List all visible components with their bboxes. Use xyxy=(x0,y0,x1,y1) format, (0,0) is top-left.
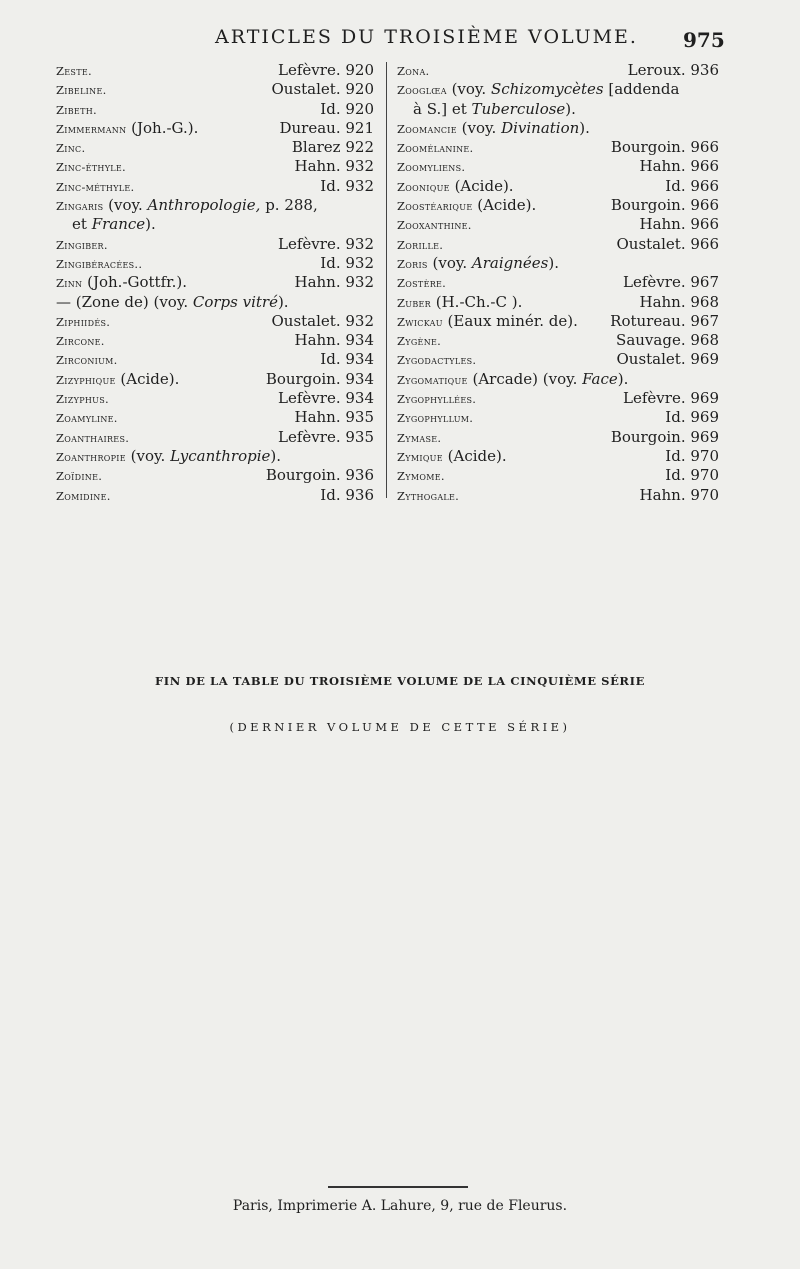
index-entry xyxy=(56,486,374,505)
page-number: 975 xyxy=(683,28,725,52)
index-entry xyxy=(397,312,719,331)
entry-headword: Zibeth. xyxy=(56,102,97,117)
entry-headword: Zimmermann xyxy=(56,121,127,136)
entry-headword: Zoomélanine. xyxy=(397,141,474,156)
entry-author-page: Bourgoin. 936 xyxy=(265,466,374,485)
entry-crossref: Schizomycètes xyxy=(490,80,604,99)
index-entry xyxy=(397,177,719,196)
entry-term xyxy=(397,157,465,177)
entry-author-page: Lefèvre. 935 xyxy=(278,427,374,446)
entry-crossref: Araignées xyxy=(471,253,549,272)
entry-headword: Ziphiidés. xyxy=(56,314,111,329)
entry-author-page: Sauvage. 968 xyxy=(616,331,719,350)
entry-headword: Zygophyllées. xyxy=(397,392,477,407)
entry-crossref: Corps vitré xyxy=(192,292,278,311)
entry-headword: Zirconium. xyxy=(56,353,118,368)
index-entry xyxy=(397,408,719,427)
index-entry xyxy=(56,273,374,292)
entry-term xyxy=(56,235,108,255)
entry-term xyxy=(397,389,476,409)
entry-author-page: Blarez 922 xyxy=(291,138,374,157)
index-entry xyxy=(56,196,374,215)
entry-author-page: Hahn. 932 xyxy=(294,157,374,176)
entry-author-page: Id. 970 xyxy=(665,446,719,465)
entry-term xyxy=(397,408,473,428)
index-entry xyxy=(397,447,719,466)
entry-term xyxy=(397,447,507,467)
entry-text-tail: ). xyxy=(565,99,576,118)
entry-text: (Acide). xyxy=(472,196,537,215)
entry-text-tail: ). xyxy=(145,215,156,234)
index-entry xyxy=(397,119,719,138)
entry-author-page: Rotureau. 967 xyxy=(610,311,719,330)
index-entry xyxy=(397,293,719,312)
index-entry xyxy=(56,138,374,157)
index-entry xyxy=(56,61,374,80)
running-header-title: ARTICLES DU TROISIÈME VOLUME. xyxy=(215,26,638,48)
entry-text: (H.-Ch.-C ). xyxy=(430,292,523,311)
printer-imprint: Paris, Imprimerie A. Lahure, 9, rue de Fleurus. xyxy=(232,1198,568,1214)
index-entry xyxy=(397,235,719,254)
entry-term xyxy=(397,293,522,313)
entry-term xyxy=(56,157,126,177)
entry-term xyxy=(56,466,102,486)
index-entry xyxy=(56,235,374,254)
entry-text: (Acide). xyxy=(115,369,180,388)
entry-author-page: Id. 966 xyxy=(665,176,719,195)
entry-headword: Zoanthaires. xyxy=(56,430,130,445)
entry-term xyxy=(56,447,281,467)
entry-author-page: Lefèvre. 920 xyxy=(278,61,374,79)
index-entry xyxy=(56,80,374,99)
entry-term xyxy=(56,61,92,81)
entry-author-page: Hahn. 968 xyxy=(639,292,719,311)
entry-text: et xyxy=(72,215,92,234)
entry-term xyxy=(397,138,473,158)
entry-term xyxy=(56,408,118,428)
entry-headword: Zymase. xyxy=(397,430,442,445)
column-divider xyxy=(386,62,387,498)
entry-term xyxy=(397,428,441,448)
entry-term xyxy=(56,312,110,332)
entry-crossref: Lycanthropie xyxy=(170,446,271,465)
entry-text: (Joh.-G.). xyxy=(126,118,199,137)
entry-headword: Zomidine. xyxy=(56,488,111,503)
entry-crossref: Anthropologie, xyxy=(147,196,261,215)
index-entry xyxy=(56,331,374,350)
entry-headword: Zoostéarique xyxy=(397,199,473,214)
entry-term xyxy=(397,177,514,197)
entry-term xyxy=(56,196,318,216)
entry-headword: Zinc-méthyle. xyxy=(56,179,135,194)
entry-term xyxy=(397,350,476,370)
entry-text: (Acide). xyxy=(442,446,507,465)
index-entry xyxy=(56,119,374,138)
index-entry xyxy=(397,254,719,273)
entry-author-page: Id. 970 xyxy=(665,466,719,485)
entry-text-tail: ). xyxy=(617,369,629,388)
entry-text: (Arcade) (voy. xyxy=(467,369,583,388)
entry-author-page: Id. 932 xyxy=(320,176,374,195)
entry-author-page: Hahn. 970 xyxy=(639,485,719,504)
entry-author-page: Id. 934 xyxy=(320,350,374,369)
entry-headword: Zygomatique xyxy=(397,372,468,387)
entry-headword: Zygène. xyxy=(397,334,442,349)
entry-term xyxy=(56,389,109,409)
entry-author-page: Hahn. 966 xyxy=(639,215,719,234)
entry-headword: Zinn xyxy=(56,276,83,291)
entry-headword: Zoamyline. xyxy=(56,411,118,426)
index-entry xyxy=(397,350,719,369)
index-entry xyxy=(397,61,719,80)
entry-author-page: Oustalet. 932 xyxy=(271,311,374,330)
index-entry xyxy=(397,466,719,485)
entry-headword: Zingibéracées.. xyxy=(56,256,143,271)
index-entry xyxy=(397,138,719,157)
entry-text: (voy. xyxy=(125,446,171,465)
entry-term xyxy=(72,215,156,234)
entry-term xyxy=(56,138,85,158)
entry-author-page: Lefèvre. 932 xyxy=(278,234,374,253)
index-entry xyxy=(56,312,374,331)
index-entry xyxy=(397,80,719,99)
index-entry xyxy=(56,350,374,369)
entry-term xyxy=(397,466,445,486)
entry-crossref: Face xyxy=(582,369,618,388)
entry-author-page: Dureau. 921 xyxy=(279,118,374,137)
index-entry xyxy=(56,177,374,196)
entry-term xyxy=(413,100,576,119)
entry-text-tail: ). xyxy=(277,292,289,311)
entry-term xyxy=(397,80,679,100)
entry-term xyxy=(397,119,590,139)
entry-term xyxy=(56,254,142,274)
index-entry xyxy=(56,254,374,273)
entry-term xyxy=(397,196,536,216)
entry-term xyxy=(56,273,187,293)
entry-crossref: Tuberculose xyxy=(471,99,566,118)
entry-author-page: Hahn. 966 xyxy=(639,157,719,176)
entry-term xyxy=(56,370,179,390)
index-entry xyxy=(56,370,374,389)
entry-headword: Zoïdine. xyxy=(56,469,103,484)
index-entry xyxy=(56,389,374,408)
entry-term xyxy=(397,61,429,81)
end-of-table-notice: FIN DE LA TABLE DU TROISIÈME VOLUME DE LA CINQUIÈME SÉRIE xyxy=(155,674,645,688)
entry-headword: Zoomancie xyxy=(397,121,457,136)
entry-headword: Zingiber. xyxy=(56,237,108,252)
entry-headword: Zoomyliens. xyxy=(397,160,466,175)
index-entry xyxy=(56,100,374,119)
entry-author-page: Lefèvre. 969 xyxy=(623,389,719,408)
entry-headword: Zuber xyxy=(397,295,431,310)
entry-headword: Zymome. xyxy=(397,469,445,484)
entry-author-page: Hahn. 932 xyxy=(294,273,374,292)
entry-text-tail: ). xyxy=(579,118,590,137)
index-entry xyxy=(397,273,719,292)
entry-term xyxy=(397,235,443,255)
entry-headword: Zygophyllum. xyxy=(397,411,474,426)
index-entry xyxy=(56,428,374,447)
index-entry xyxy=(397,428,719,447)
entry-author-page: Id. 969 xyxy=(665,408,719,427)
index-entry xyxy=(397,331,719,350)
index-entry xyxy=(397,157,719,176)
entry-text-tail: p. 288, xyxy=(260,196,318,215)
entry-headword: Zymique xyxy=(397,449,443,464)
entry-headword: Zooglœa xyxy=(397,83,447,98)
entry-text-tail: ). xyxy=(270,446,282,465)
entry-term xyxy=(56,100,97,120)
entry-term xyxy=(397,370,628,390)
entry-term xyxy=(56,486,111,506)
entry-term xyxy=(397,273,446,293)
index-entry xyxy=(397,370,719,389)
footer-rule xyxy=(328,1186,468,1188)
entry-headword: Zizyphus. xyxy=(56,392,109,407)
entry-headword: Zwickau xyxy=(397,314,443,329)
entry-headword: Zizyphique xyxy=(56,372,116,387)
entry-term xyxy=(397,312,578,332)
entry-author-page: Bourgoin. 934 xyxy=(265,369,374,388)
index-entry xyxy=(397,389,719,408)
entry-crossref: Divination xyxy=(501,118,580,137)
entry-term xyxy=(56,293,289,312)
index-entry xyxy=(397,196,719,215)
entry-term xyxy=(56,428,129,448)
index-entry xyxy=(397,486,719,505)
index-entry xyxy=(56,408,374,427)
entry-headword: Zoanthropie xyxy=(56,449,126,464)
entry-text: (voy. xyxy=(456,118,502,137)
entry-term xyxy=(397,331,441,351)
entry-text: à S.] et xyxy=(413,99,472,118)
entry-term xyxy=(397,486,459,506)
entry-term xyxy=(397,254,559,274)
entry-term xyxy=(56,331,105,351)
entry-term xyxy=(56,119,198,139)
entry-author-page: Hahn. 934 xyxy=(294,331,374,350)
entry-headword: Zona. xyxy=(397,64,430,78)
entry-term xyxy=(56,80,107,100)
index-entry xyxy=(397,215,719,234)
entry-headword: Zircone. xyxy=(56,334,105,349)
entry-headword: Zoris xyxy=(397,256,428,271)
entry-headword: Zygodactyles. xyxy=(397,353,477,368)
entry-author-page: Bourgoin. 966 xyxy=(610,138,719,157)
entry-headword: Zingaris xyxy=(56,199,104,214)
index-entry xyxy=(397,100,719,119)
index-entry xyxy=(56,215,374,234)
last-volume-notice: (DERNIER VOLUME DE CETTE SÉRIE) xyxy=(229,720,571,734)
entry-term xyxy=(56,350,118,370)
entry-author-page: Oustalet. 966 xyxy=(616,234,719,253)
entry-author-page: Hahn. 935 xyxy=(294,408,374,427)
index-entry xyxy=(56,293,374,312)
index-column-left xyxy=(56,61,374,505)
entry-author-page: Lefèvre. 967 xyxy=(623,273,719,292)
entry-author-page: Id. 936 xyxy=(320,485,374,504)
entry-headword: Zythogale. xyxy=(397,488,460,503)
entry-text: (voy. xyxy=(103,196,148,215)
entry-author-page: Id. 932 xyxy=(320,253,374,272)
entry-author-page: Bourgoin. 969 xyxy=(610,427,719,446)
entry-headword: Zoonique xyxy=(397,179,450,194)
entry-author-page: Lefèvre. 934 xyxy=(278,389,374,408)
entry-author-page: Oustalet. 920 xyxy=(271,80,374,99)
entry-headword: Zostère. xyxy=(397,276,447,291)
entry-headword: Zeste. xyxy=(56,64,92,78)
entry-headword: Zorille. xyxy=(397,237,444,252)
entry-text: (Joh.-Gottfr.). xyxy=(82,273,188,292)
index-entry xyxy=(56,447,374,466)
entry-term xyxy=(397,215,472,235)
entry-text-tail: ). xyxy=(548,253,559,272)
entry-author-page: Oustalet. 969 xyxy=(616,350,719,369)
entry-text: (Eaux minér. de). xyxy=(442,311,578,330)
entry-text-tail: [addenda xyxy=(603,80,680,99)
entry-term xyxy=(56,177,135,197)
entry-text: — (Zone de) (voy. xyxy=(56,292,193,311)
entry-headword: Zinc-éthyle. xyxy=(56,160,126,175)
entry-text: (voy. xyxy=(427,253,472,272)
entry-headword: Zibeline. xyxy=(56,83,107,98)
entry-author-page: Leroux. 936 xyxy=(627,61,719,79)
entry-headword: Zinc. xyxy=(56,141,86,156)
entry-author-page: Bourgoin. 966 xyxy=(610,196,719,215)
entry-author-page: Id. 920 xyxy=(320,99,374,118)
entry-text: (Acide). xyxy=(449,176,514,195)
index-entry xyxy=(56,466,374,485)
entry-crossref: France xyxy=(91,215,146,234)
entry-text: (voy. xyxy=(446,80,491,99)
index-entry xyxy=(56,157,374,176)
index-column-right xyxy=(397,61,719,505)
entry-headword: Zooxanthine. xyxy=(397,218,472,233)
